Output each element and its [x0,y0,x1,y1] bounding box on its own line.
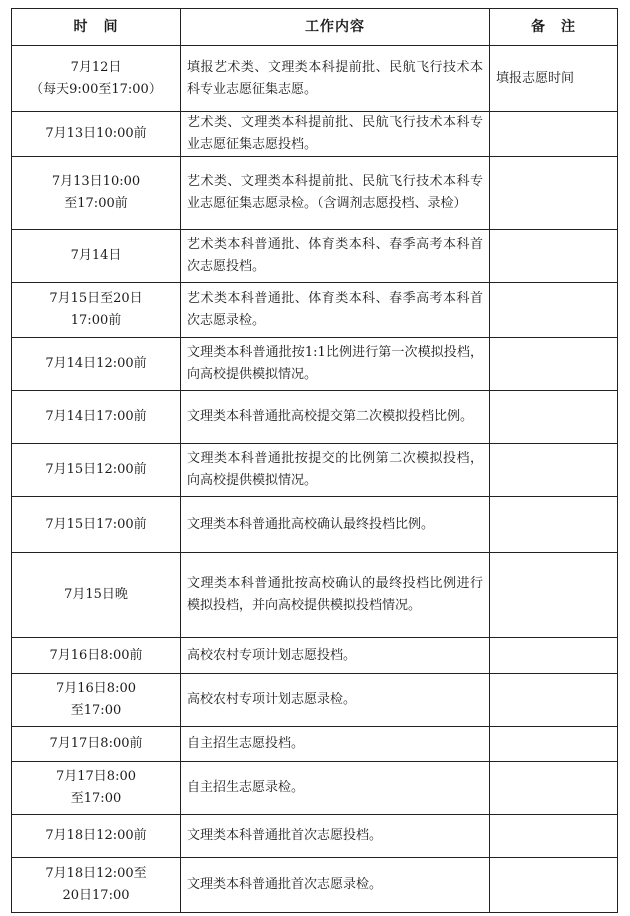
note-cell [490,815,618,858]
table-row [12,553,618,638]
note-cell: 填报志愿时间 [490,46,618,112]
table-row [12,444,618,497]
note-cell [490,858,618,913]
content-cell: 文理类本科普通批首次志愿录检。 [181,858,490,913]
header-time: 时 间 [12,9,181,46]
time-cell: 7月16日8:00前 [12,638,181,674]
content-cell: 文理类本科普通批按提交的比例第二次模拟投档，向高校提供模拟情况。 [181,444,490,497]
note-cell [490,338,618,391]
table-row [12,674,618,727]
time-cell: 7月17日8:00 至17:00 [12,762,181,815]
table-row [12,283,618,338]
content-cell: 自主招生志愿投档。 [181,727,490,762]
time-cell: 7月15日至20日 17:00前 [12,283,181,338]
time-cell: 7月15日12:00前 [12,444,181,497]
note-cell [490,444,618,497]
note-cell [490,391,618,444]
note-cell [490,283,618,338]
table-row [12,338,618,391]
content-cell: 艺术类、文理类本科提前批、民航飞行技术本科专业志愿征集志愿录检。（含调剂志愿投档、录检） [181,157,490,230]
content-cell: 艺术类、文理类本科提前批、民航飞行技术本科专业志愿征集志愿投档。 [181,112,490,157]
header-note: 备 注 [490,9,618,46]
content-cell: 艺术类本科普通批、体育类本科、春季高考本科首次志愿投档。 [181,230,490,283]
table-row [12,230,618,283]
time-cell: 7月14日 [12,230,181,283]
time-cell: 7月16日8:00 至17:00 [12,674,181,727]
table-row [12,762,618,815]
content-cell: 文理类本科普通批按高校确认的最终投档比例进行模拟投档，并向高校提供模拟投档情况。 [181,553,490,638]
table-row [12,815,618,858]
time-cell: 7月17日8:00前 [12,727,181,762]
content-cell: 文理类本科普通批高校确认最终投档比例。 [181,497,490,553]
time-cell: 7月18日12:00至 20日17:00 [12,858,181,913]
content-cell: 艺术类本科普通批、体育类本科、春季高考本科首次志愿录检。 [181,283,490,338]
note-cell [490,497,618,553]
table-row [12,858,618,913]
table-row [12,391,618,444]
table-row [12,497,618,553]
content-cell: 高校农村专项计划志愿录检。 [181,674,490,727]
table-row [12,46,618,112]
content-cell: 自主招生志愿录检。 [181,762,490,815]
table-row [12,157,618,230]
table-row [12,638,618,674]
content-cell: 文理类本科普通批按1:1比例进行第一次模拟投档，向高校提供模拟情况。 [181,338,490,391]
time-cell: 7月14日17:00前 [12,391,181,444]
header-row [12,9,618,46]
header-content: 工作内容 [181,9,490,46]
schedule-table [11,8,618,913]
time-cell: 7月15日17:00前 [12,497,181,553]
note-cell [490,553,618,638]
time-cell: 7月13日10:00 至17:00前 [12,157,181,230]
time-cell: 7月14日12:00前 [12,338,181,391]
time-cell: 7月15日晚 [12,553,181,638]
note-cell [490,727,618,762]
content-cell: 填报艺术类、文理类本科提前批、民航飞行技术本科专业志愿征集志愿。 [181,46,490,112]
time-cell: 7月12日 （每天9:00至17:00） [12,46,181,112]
content-cell: 高校农村专项计划志愿投档。 [181,638,490,674]
table-row [12,112,618,157]
note-cell [490,230,618,283]
time-cell: 7月13日10:00前 [12,112,181,157]
content-cell: 文理类本科普通批高校提交第二次模拟投档比例。 [181,391,490,444]
note-cell [490,638,618,674]
table-row [12,727,618,762]
note-cell [490,674,618,727]
content-cell: 文理类本科普通批首次志愿投档。 [181,815,490,858]
note-cell [490,762,618,815]
note-cell [490,157,618,230]
time-cell: 7月18日12:00前 [12,815,181,858]
note-cell [490,112,618,157]
